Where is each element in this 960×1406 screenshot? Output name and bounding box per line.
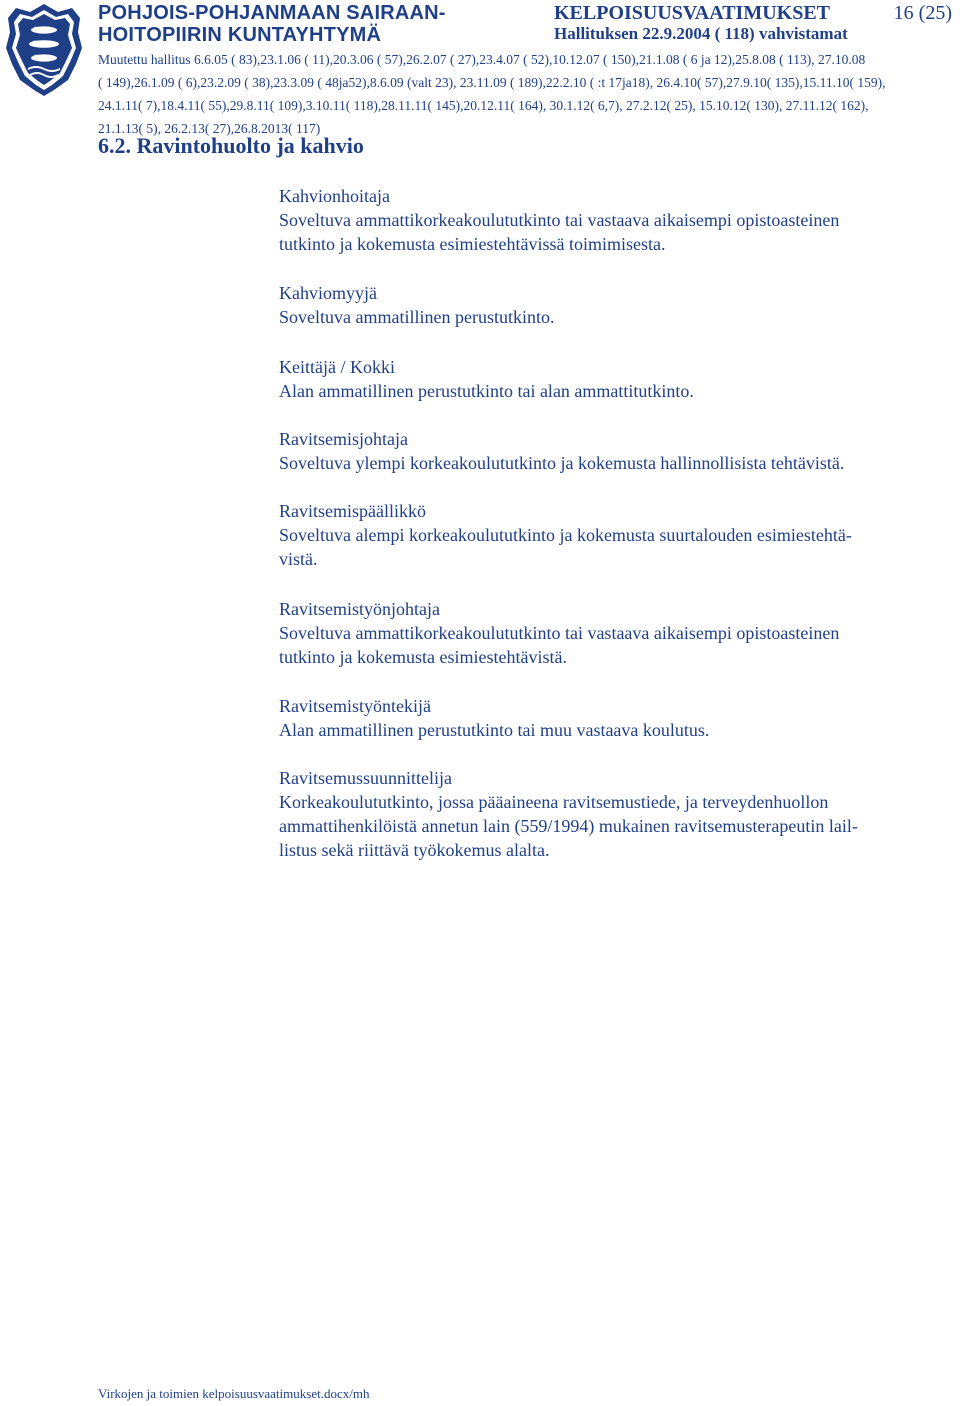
organization-name-line-2: HOITOPIIRIN KUNTAYHTYMÄ [98, 24, 382, 46]
requirement-text: Soveltuva ylempi korkeakoulututkinto ja kokemusta hallinnollisista tehtävistä. [279, 453, 845, 473]
requirement-text: vistä. [279, 549, 318, 569]
amendment-line: ( 149),26.1.09 ( 6),23.2.09 ( 38),23.3.09 ( 48ja52),8.6.09 (valt 23), 23.11.09 ( 189),22.2.10 ( :t 17ja18), 26.4.10( 57),27.9.10( 135),15.11.10( 159), [98, 75, 886, 90]
list-item [279, 427, 959, 475]
footer-filename: Virkojen ja toimien kelpoisuusvaatimukset.docx/mh [98, 1386, 370, 1401]
job-title: Ravitsemistyöntekijä [279, 696, 431, 716]
requirement-text: Soveltuva ammatillinen perustutkinto. [279, 307, 555, 327]
section-title: 6.2. Ravintohuolto ja kahvio [98, 133, 364, 158]
job-title: Ravitsemisjohtaja [279, 429, 408, 449]
approval-note: Hallituksen 22.9.2004 ( 118) vahvistamat [554, 24, 848, 43]
requirement-text: Alan ammatillinen perustutkinto tai muu vastaava koulutus. [279, 720, 710, 740]
page-header [0, 0, 960, 140]
amendment-line: 21.1.13( 5), 26.2.13( 27),26.8.2013( 117) [98, 121, 321, 136]
requirement-text: tutkinto ja kokemusta esimiestehtävistä. [279, 647, 567, 667]
requirement-text: ammattihenkilöistä annetun lain (559/1994) mukainen ravitsemusterapeutin lail- [279, 816, 858, 836]
organization-name [98, 2, 446, 46]
organization-name-line-1: POHJOIS-POHJANMAAN SAIRAAN- [98, 2, 446, 24]
page-number: 16 (25) [893, 2, 952, 24]
amendment-line: Muutettu hallitus 6.6.05 ( 83),23.1.06 ( 11),20.3.06 ( 57),26.2.07 ( 27),23.4.07 ( 52),10.12.07 ( 150),21.1.08 ( 6 ja 12),25.8.08 ( 113), 27.10.08 [98, 52, 866, 67]
job-title: Ravitsemispäällikkö [279, 501, 426, 521]
list-item [279, 694, 959, 742]
amendment-line: 24.1.11( 7),18.4.11( 55),29.8.11( 109),3.10.11( 118),28.11.11( 145),20.12.11( 164), 30.1.12( 6,7), 27.2.12( 25), 15.10.12( 130), 27.11.12( 162), [98, 98, 869, 113]
job-title: Keittäjä / Kokki [279, 357, 395, 377]
requirement-text: Alan ammatillinen perustutkinto tai alan ammattitutkinto. [279, 381, 694, 401]
list-item [279, 499, 959, 571]
job-title: Kahvionhoitaja [279, 186, 390, 206]
requirement-text: Soveltuva ammattikorkeakoulututkinto tai vastaava aikaisempi opistoasteinen [279, 623, 840, 643]
job-title: Kahviomyyjä [279, 283, 377, 303]
list-item [279, 355, 959, 403]
requirement-text: Soveltuva alempi korkeakoulututkinto ja kokemusta suurtalouden esimiestehtä- [279, 525, 852, 545]
requirement-text: listus sekä riittävä työkokemus alalta. [279, 840, 550, 860]
coat-of-arms-seals-icon [2, 2, 86, 98]
amendment-history [98, 48, 954, 140]
list-item [279, 766, 959, 862]
document-title: KELPOISUUSVAATIMUKSET [554, 2, 830, 24]
list-item [279, 281, 959, 329]
requirement-text: tutkinto ja kokemusta esimiestehtävissä toimimisesta. [279, 234, 666, 254]
requirement-text: Korkeakoulututkinto, jossa pääaineena ravitsemustiede, ja terveydenhuollon [279, 792, 829, 812]
job-title: Ravitsemistyönjohtaja [279, 599, 440, 619]
list-item [279, 597, 959, 669]
requirement-text: Soveltuva ammattikorkeakoulututkinto tai vastaava aikaisempi opistoasteinen [279, 210, 840, 230]
job-title: Ravitsemussuunnittelija [279, 768, 452, 788]
list-item [279, 184, 959, 256]
